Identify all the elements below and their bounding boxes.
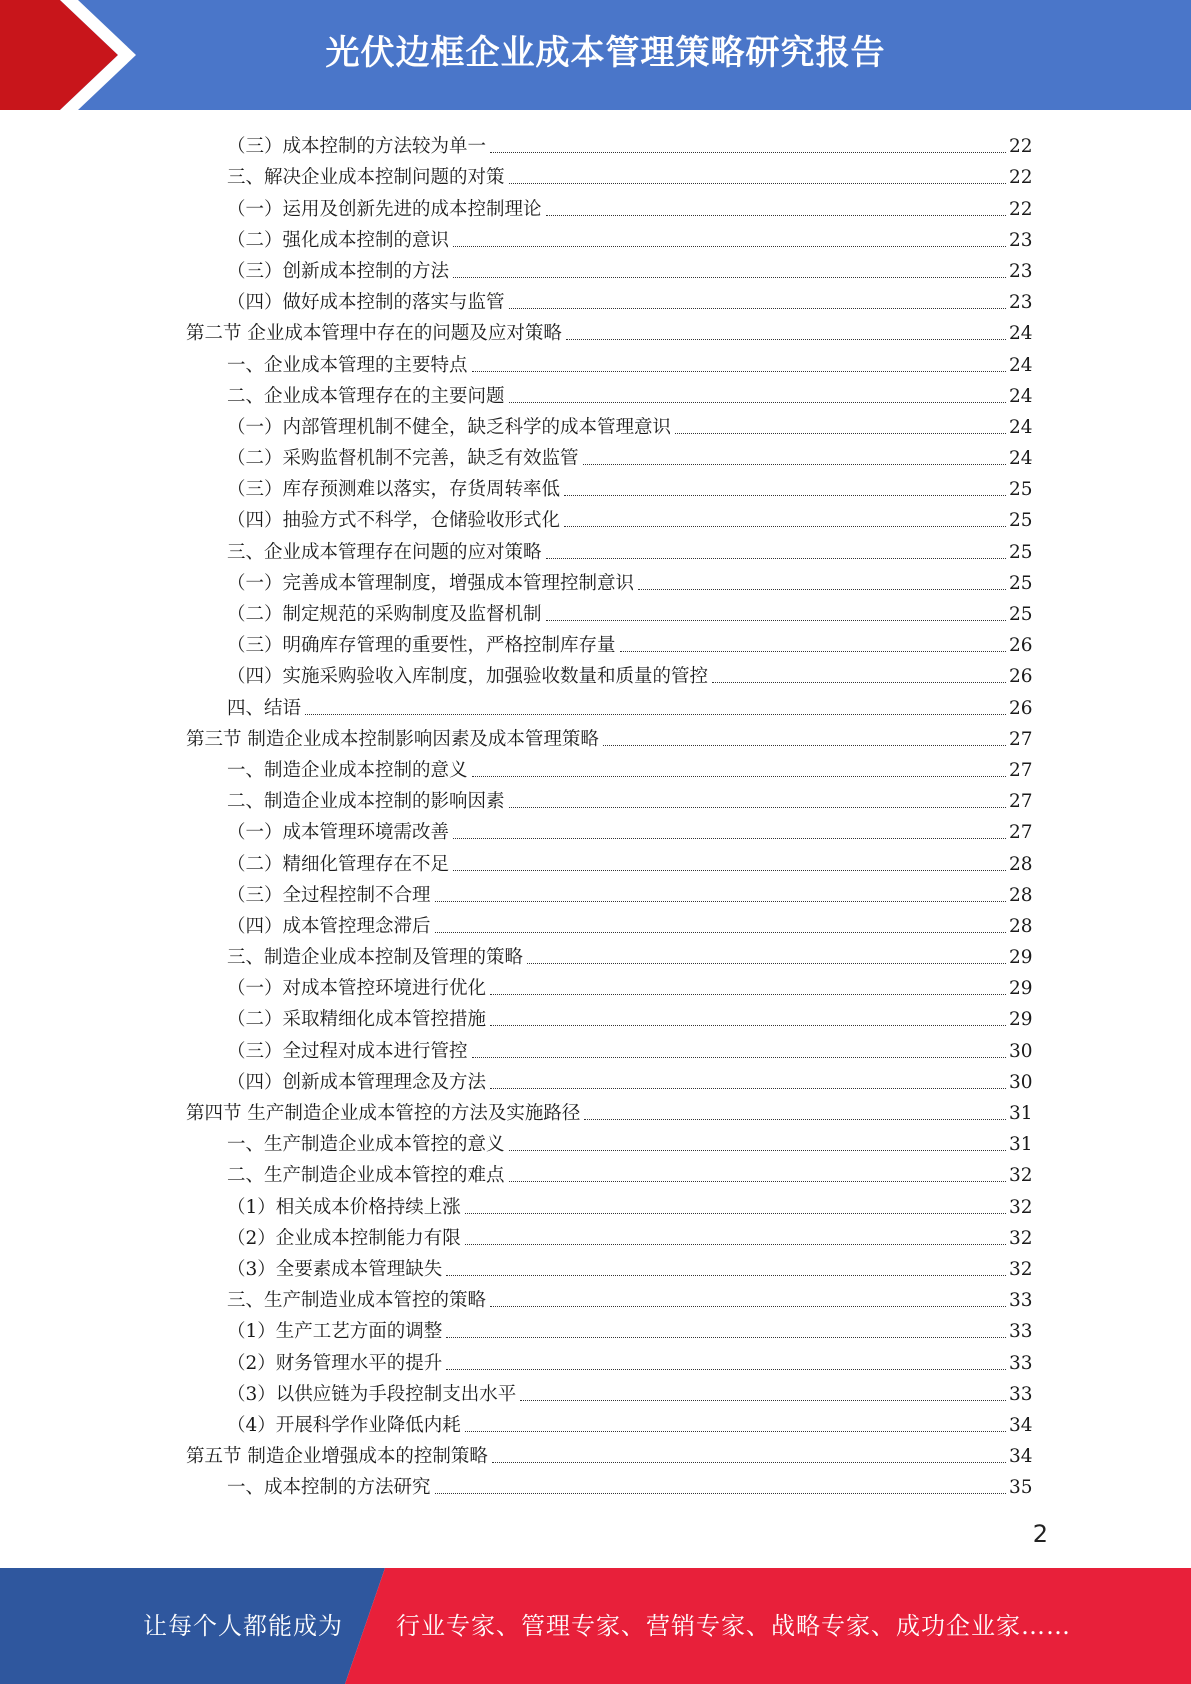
toc-dot-leader bbox=[546, 558, 1006, 559]
toc-entry[interactable] bbox=[0, 1126, 1191, 1157]
toc-entry-title: （三）成本控制的方法较为单一 bbox=[227, 136, 487, 158]
toc-entry-page: 24 bbox=[1009, 416, 1033, 438]
toc-dot-leader bbox=[472, 1057, 1006, 1058]
toc-entry-page: 25 bbox=[1009, 510, 1033, 532]
toc-entry-page: 24 bbox=[1009, 448, 1033, 470]
toc-dot-leader bbox=[472, 371, 1006, 372]
toc-entry-title: 一、生产制造企业成本管控的意义 bbox=[227, 1134, 505, 1156]
toc-entry-page: 33 bbox=[1009, 1290, 1033, 1312]
toc-entry[interactable] bbox=[0, 1438, 1191, 1469]
toc-entry-title: 二、生产制造企业成本管控的难点 bbox=[227, 1165, 505, 1187]
toc-entry-title: 第四节 生产制造企业成本管控的方法及实施路径 bbox=[186, 1103, 581, 1124]
toc-entry[interactable] bbox=[0, 565, 1191, 596]
toc-entry-page: 24 bbox=[1009, 385, 1033, 407]
toc-entry[interactable] bbox=[0, 284, 1191, 315]
toc-entry-title: （三）明确库存管理的重要性，严格控制库存量 bbox=[227, 635, 616, 657]
toc-entry-title: 四、结语 bbox=[227, 697, 302, 719]
toc-entry[interactable] bbox=[0, 908, 1191, 939]
toc-entry[interactable] bbox=[0, 658, 1191, 689]
toc-dot-leader bbox=[564, 495, 1006, 496]
toc-entry-page: 27 bbox=[1009, 822, 1033, 844]
toc-entry-page: 26 bbox=[1009, 635, 1033, 657]
toc-entry-page: 27 bbox=[1009, 791, 1033, 813]
toc-dot-leader bbox=[603, 745, 1006, 746]
toc-entry[interactable] bbox=[0, 970, 1191, 1001]
toc-dot-leader bbox=[509, 1181, 1006, 1182]
toc-entry[interactable] bbox=[0, 1064, 1191, 1095]
toc-entry[interactable] bbox=[0, 689, 1191, 720]
toc-entry-title: 三、企业成本管理存在问题的应对策略 bbox=[227, 541, 542, 563]
toc-dot-leader bbox=[465, 1244, 1006, 1245]
toc-entry-title: （四）抽验方式不科学，仓储验收形式化 bbox=[227, 510, 561, 532]
toc-entry-title: 第三节 制造企业成本控制影响因素及成本管理策略 bbox=[186, 728, 599, 750]
toc-entry-title: （一）运用及创新先进的成本控制理论 bbox=[227, 198, 542, 220]
toc-entry[interactable] bbox=[0, 1095, 1191, 1126]
toc-entry-page: 28 bbox=[1009, 884, 1033, 906]
toc-entry[interactable] bbox=[0, 1220, 1191, 1251]
toc-entry-title: （二）精细化管理存在不足 bbox=[227, 853, 450, 875]
toc-entry-title: （1）生产工艺方面的调整 bbox=[227, 1321, 443, 1343]
toc-dot-leader bbox=[453, 838, 1006, 839]
toc-entry-page: 27 bbox=[1009, 728, 1033, 750]
toc-dot-leader bbox=[675, 433, 1006, 434]
toc-entry[interactable] bbox=[0, 1344, 1191, 1375]
toc-entry-page: 25 bbox=[1009, 541, 1033, 563]
toc-entry-title: （二）制定规范的采购制度及监督机制 bbox=[227, 604, 542, 625]
toc-entry[interactable] bbox=[0, 752, 1191, 783]
toc-entry[interactable] bbox=[0, 222, 1191, 253]
toc-entry-title: 三、解决企业成本控制问题的对策 bbox=[227, 167, 505, 189]
toc-dot-leader bbox=[490, 1025, 1006, 1026]
toc-dot-leader bbox=[638, 589, 1006, 590]
toc-entry[interactable] bbox=[0, 721, 1191, 752]
toc-dot-leader bbox=[465, 1431, 1006, 1432]
toc-entry-title: （一）内部管理机制不健全，缺乏科学的成本管理意识 bbox=[227, 416, 672, 438]
toc-entry[interactable] bbox=[0, 346, 1191, 377]
toc-entry[interactable] bbox=[0, 814, 1191, 845]
toc-entry-page: 33 bbox=[1009, 1321, 1033, 1343]
toc-dot-leader bbox=[490, 152, 1006, 153]
toc-entry-title: 三、生产制造业成本管控的策略 bbox=[227, 1290, 487, 1312]
toc-dot-leader bbox=[584, 1119, 1006, 1120]
toc-dot-leader bbox=[453, 246, 1006, 247]
toc-entry[interactable] bbox=[0, 502, 1191, 533]
toc-entry-title: （3）全要素成本管理缺失 bbox=[227, 1258, 443, 1280]
toc-entry-title: （三）全过程对成本进行管控 bbox=[227, 1040, 468, 1062]
toc-dot-leader bbox=[435, 1493, 1006, 1494]
toc-entry-page: 23 bbox=[1009, 260, 1033, 282]
toc-entry-title: （4）开展科学作业降低内耗 bbox=[227, 1414, 461, 1436]
toc-entry[interactable] bbox=[0, 1376, 1191, 1407]
toc-entry-page: 30 bbox=[1009, 1040, 1033, 1062]
toc-entry-title: 一、成本控制的方法研究 bbox=[227, 1477, 431, 1499]
toc-entry-title: 第五节 制造企业增强成本的控制策略 bbox=[186, 1446, 488, 1468]
toc-entry[interactable] bbox=[0, 596, 1191, 627]
toc-entry[interactable] bbox=[0, 409, 1191, 440]
toc-dot-leader bbox=[472, 776, 1006, 777]
toc-entry[interactable] bbox=[0, 1407, 1191, 1438]
toc-entry-page: 29 bbox=[1009, 978, 1033, 1000]
toc-entry-title: （2）财务管理水平的提升 bbox=[227, 1352, 443, 1374]
toc-dot-leader bbox=[509, 1150, 1006, 1151]
toc-entry-page: 30 bbox=[1009, 1071, 1033, 1093]
toc-dot-leader bbox=[465, 1213, 1006, 1214]
toc-entry-page: 29 bbox=[1009, 947, 1033, 969]
toc-entry[interactable] bbox=[0, 1251, 1191, 1282]
toc-entry-title: 三、制造企业成本控制及管理的策略 bbox=[227, 947, 524, 969]
toc-dot-leader bbox=[546, 620, 1006, 621]
toc-entry-page: 33 bbox=[1009, 1383, 1033, 1405]
toc-dot-leader bbox=[509, 308, 1006, 309]
toc-entry[interactable] bbox=[0, 128, 1191, 159]
toc-dot-leader bbox=[509, 183, 1006, 184]
toc-entry-page: 32 bbox=[1009, 1196, 1033, 1218]
toc-entry[interactable] bbox=[0, 378, 1191, 409]
toc-entry[interactable] bbox=[0, 471, 1191, 502]
toc-entry-title: （四）实施采购验收入库制度，加强验收数量和质量的管控 bbox=[227, 666, 709, 688]
toc-entry-page: 32 bbox=[1009, 1165, 1033, 1187]
toc-entry-title: （四）做好成本控制的落实与监管 bbox=[227, 292, 505, 314]
toc-entry-title: 第二节 企业成本管理中存在的问题及应对策略 bbox=[186, 323, 562, 345]
toc-entry[interactable] bbox=[0, 253, 1191, 284]
table-of-contents bbox=[0, 128, 1191, 1500]
toc-entry-title: （二）采购监督机制不完善，缺乏有效监管 bbox=[227, 448, 579, 470]
toc-entry[interactable] bbox=[0, 159, 1191, 190]
toc-entry-page: 29 bbox=[1009, 1009, 1033, 1031]
toc-entry-page: 27 bbox=[1009, 759, 1033, 781]
toc-dot-leader bbox=[520, 1400, 1006, 1401]
toc-entry-page: 26 bbox=[1009, 697, 1033, 719]
toc-entry-page: 33 bbox=[1009, 1352, 1033, 1374]
toc-entry[interactable] bbox=[0, 627, 1191, 658]
toc-entry[interactable] bbox=[0, 845, 1191, 876]
toc-entry[interactable] bbox=[0, 1188, 1191, 1219]
toc-entry[interactable] bbox=[0, 1032, 1191, 1063]
toc-entry-page: 32 bbox=[1009, 1258, 1033, 1280]
report-title: 光伏边框企业成本管理策略研究报告 bbox=[325, 33, 886, 73]
toc-entry-page: 32 bbox=[1009, 1227, 1033, 1249]
toc-entry-title: （三）库存预测难以落实，存货周转率低 bbox=[227, 479, 561, 501]
toc-entry-page: 28 bbox=[1009, 915, 1033, 937]
footer-slogan-right: 行业专家、管理专家、营销专家、战略专家、成功企业家…… bbox=[396, 1612, 1071, 1640]
toc-entry[interactable] bbox=[0, 877, 1191, 908]
toc-entry[interactable] bbox=[0, 1282, 1191, 1313]
toc-entry-page: 31 bbox=[1009, 1103, 1033, 1124]
toc-entry-page: 24 bbox=[1009, 354, 1033, 376]
toc-dot-leader bbox=[446, 1369, 1006, 1370]
toc-entry[interactable] bbox=[0, 1001, 1191, 1032]
toc-entry-title: （2）企业成本控制能力有限 bbox=[227, 1227, 461, 1249]
toc-entry-title: （一）对成本管控环境进行优化 bbox=[227, 978, 487, 1000]
toc-dot-leader bbox=[564, 526, 1006, 527]
toc-entry-page: 24 bbox=[1009, 323, 1033, 345]
toc-dot-leader bbox=[305, 714, 1006, 715]
toc-entry-page: 25 bbox=[1009, 479, 1033, 501]
toc-entry-title: 一、企业成本管理的主要特点 bbox=[227, 354, 468, 376]
toc-entry-title: （一）完善成本管理制度，增强成本管理控制意识 bbox=[227, 572, 635, 594]
toc-entry-page: 34 bbox=[1009, 1414, 1033, 1436]
toc-dot-leader bbox=[492, 1462, 1006, 1463]
toc-entry-page: 22 bbox=[1009, 198, 1033, 220]
toc-entry-title: （1）相关成本价格持续上涨 bbox=[227, 1196, 461, 1218]
toc-entry-page: 23 bbox=[1009, 292, 1033, 314]
toc-entry-title: 一、制造企业成本控制的意义 bbox=[227, 759, 468, 781]
toc-dot-leader bbox=[490, 994, 1006, 995]
toc-entry-title: （四）创新成本管理理念及方法 bbox=[227, 1071, 487, 1093]
toc-entry-title: （三）全过程控制不合理 bbox=[227, 884, 431, 906]
toc-dot-leader bbox=[435, 932, 1006, 933]
toc-entry-title: （三）创新成本控制的方法 bbox=[227, 260, 450, 282]
toc-dot-leader bbox=[527, 963, 1006, 964]
toc-entry-title: （二）采取精细化成本管控措施 bbox=[227, 1009, 487, 1031]
toc-dot-leader bbox=[566, 339, 1006, 340]
toc-entry-page: 35 bbox=[1009, 1477, 1033, 1499]
toc-entry[interactable] bbox=[0, 1313, 1191, 1344]
toc-dot-leader bbox=[546, 215, 1006, 216]
toc-dot-leader bbox=[490, 1306, 1006, 1307]
toc-entry[interactable] bbox=[0, 190, 1191, 221]
toc-dot-leader bbox=[583, 464, 1006, 465]
toc-entry-title: 二、企业成本管理存在的主要问题 bbox=[227, 385, 505, 407]
toc-entry-title: 二、制造企业成本控制的影响因素 bbox=[227, 791, 505, 813]
toc-entry-page: 22 bbox=[1009, 136, 1033, 158]
page-footer bbox=[0, 1568, 1191, 1684]
toc-entry[interactable] bbox=[0, 440, 1191, 471]
toc-entry-title: （四）成本管控理念滞后 bbox=[227, 915, 431, 937]
toc-dot-leader bbox=[446, 1337, 1006, 1338]
toc-entry[interactable] bbox=[0, 1469, 1191, 1500]
page-number: 2 bbox=[1032, 1520, 1048, 1548]
toc-dot-leader bbox=[435, 901, 1006, 902]
toc-dot-leader bbox=[446, 1275, 1006, 1276]
page-header bbox=[0, 0, 1191, 110]
toc-dot-leader bbox=[453, 870, 1006, 871]
toc-entry-page: 25 bbox=[1009, 572, 1033, 594]
toc-entry-page: 31 bbox=[1009, 1134, 1033, 1156]
toc-entry-page: 26 bbox=[1009, 666, 1033, 688]
toc-dot-leader bbox=[509, 807, 1006, 808]
toc-dot-leader bbox=[453, 277, 1006, 278]
toc-entry-title: （3）以供应链为手段控制支出水平 bbox=[227, 1383, 517, 1405]
toc-dot-leader bbox=[490, 1088, 1006, 1089]
toc-dot-leader bbox=[509, 402, 1006, 403]
toc-entry[interactable] bbox=[0, 533, 1191, 564]
toc-entry[interactable] bbox=[0, 783, 1191, 814]
toc-entry[interactable] bbox=[0, 1157, 1191, 1188]
toc-entry-page: 22 bbox=[1009, 167, 1033, 189]
toc-dot-leader bbox=[620, 651, 1006, 652]
footer-slogan-left: 让每个人都能成为 bbox=[143, 1612, 343, 1640]
toc-entry-page: 34 bbox=[1009, 1446, 1033, 1468]
toc-entry-title: （二）强化成本控制的意识 bbox=[227, 229, 450, 251]
toc-entry-title: （一）成本管理环境需改善 bbox=[227, 822, 450, 844]
toc-entry[interactable] bbox=[0, 315, 1191, 346]
toc-entry-page: 23 bbox=[1009, 229, 1033, 251]
toc-entry-page: 25 bbox=[1009, 604, 1033, 625]
toc-dot-leader bbox=[712, 682, 1006, 683]
toc-entry-page: 28 bbox=[1009, 853, 1033, 875]
toc-entry[interactable] bbox=[0, 939, 1191, 970]
